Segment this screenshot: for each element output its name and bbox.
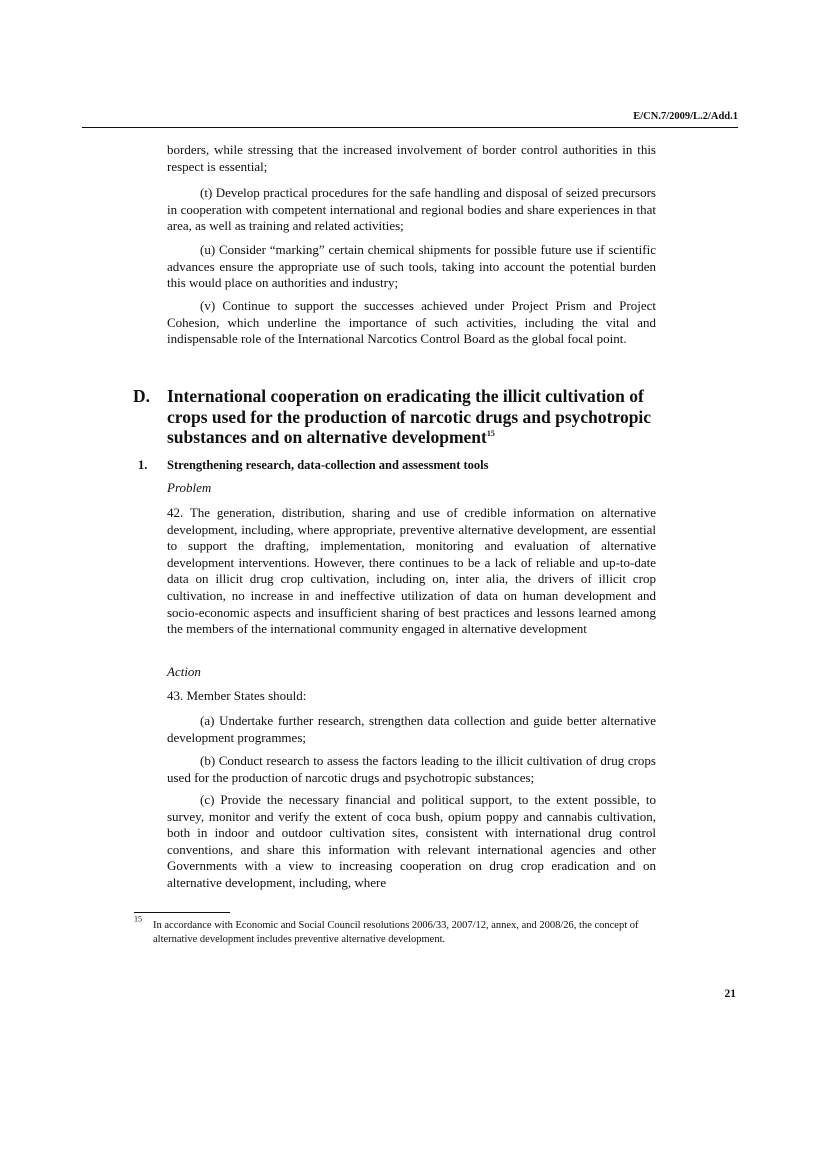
paragraph-c: (c) Provide the necessary financial and political support, to the extent possible, to survey, monitor and verify the extent of coca bush, opium poppy and cannabis cultivation, both in indoor and outdoor cultivation sites, consistent with international drug control conventions, and share this information with relevant international agencies and other Governments with a view to increasing cooperation on drug crop eradication and on alternative development, including, where bbox=[167, 792, 656, 890]
footnote-text: In accordance with Economic and Social Council resolutions 2006/33, 2007/12, annex, and 2008/26, the concept of alternative development includes preventive alternative development. bbox=[153, 920, 639, 945]
paragraph-a: (a) Undertake further research, strengthen data collection and guide better alternative development programmes; bbox=[167, 713, 656, 745]
continued-paragraph: borders, while stressing that the increased involvement of border control authorities in this respect is essential; bbox=[167, 142, 656, 174]
section-letter: D. bbox=[133, 386, 151, 406]
paragraph-b: (b) Conduct research to assess the factors leading to the illicit cultivation of drug crops used for the production of narcotic drugs and psychotropic substances; bbox=[167, 753, 656, 785]
subsection-number: 1. bbox=[138, 458, 148, 472]
header-rule bbox=[82, 127, 738, 128]
paragraph-43: 43. Member States should: bbox=[167, 688, 307, 703]
footnote-rule bbox=[134, 912, 230, 913]
document-symbol: E/CN.7/2009/L.2/Add.1 bbox=[633, 111, 738, 122]
paragraph-t: (t) Develop practical procedures for the safe handling and disposal of seized precursors in cooperation with competent international and regional bodies and share experiences in that area, as well as training and related activities; bbox=[167, 185, 656, 234]
paragraph-v: (v) Continue to support the successes achieved under Project Prism and Project Cohesion, which underline the importance of such activities, including the vital and indispensable role of the International Narcotics Control Board as the global focal point. bbox=[167, 298, 656, 347]
footnote-reference: 15 bbox=[486, 429, 495, 439]
page-number: 21 bbox=[724, 988, 736, 1000]
section-heading: International cooperation on eradicating the illicit cultivation of crops used for the production of narcotic drugs and psychotropic substances and on alternative development$^{15}$ bbox=[167, 386, 652, 447]
action-label: Action bbox=[167, 664, 201, 679]
subsection-heading: Strengthening research, data-collection and assessment tools bbox=[167, 458, 489, 472]
paragraph-42: 42. The generation, distribution, sharing and use of credible information on alternative development, including, where appropriate, preventive alternative development, are essential to support the drafting, implementation, monitoring and evaluation of alternative development interventions. However, there continues to be a lack of reliable and up-to-date data on illicit drug crop cultivation, including on, inter alia, the drivers of illicit crop cultivation, no increase in and ineffective utilization of data on human development and socio-economic aspects and insufficient sharing of best practices and lessons learned among the members of the international community engaged in alternative development bbox=[167, 505, 656, 637]
footnote-number: 15 bbox=[134, 914, 142, 924]
paragraph-u: (u) Consider “marking” certain chemical shipments for possible future use if scientific advances ensure the appropriate use of such tools, taking into account the potential burden this would place on authorities and industry; bbox=[167, 242, 656, 291]
problem-label: Problem bbox=[167, 480, 212, 495]
